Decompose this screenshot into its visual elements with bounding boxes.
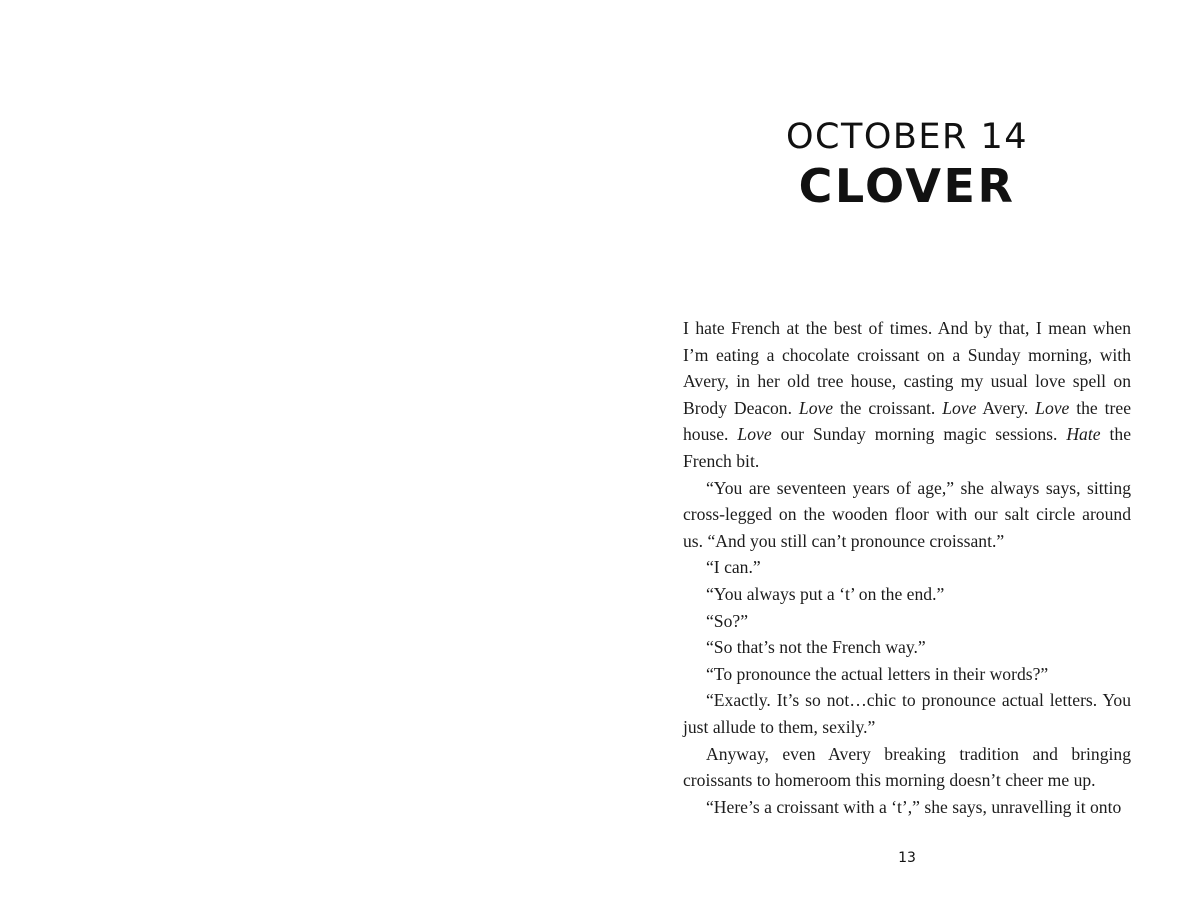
text-run: Anyway, even Avery breaking tradition and bringing croissants to homeroom this morning doesn’t cheer me up.	[683, 743, 1131, 791]
paragraph	[683, 661, 1131, 688]
text-run: Avery.	[976, 397, 1036, 418]
paragraph	[683, 634, 1131, 661]
paragraph	[683, 608, 1131, 635]
right-page	[600, 0, 1200, 914]
page-number: 13	[898, 850, 916, 866]
paragraph	[683, 475, 1131, 555]
body-text	[683, 315, 1131, 820]
text-run: “Exactly. It’s so not…chic to pronounce actual letters. You just allude to them, sexily.”	[683, 690, 1131, 737]
text-run: the tree house.	[683, 397, 1132, 445]
text-run: the croissant.	[833, 397, 943, 418]
paragraph	[683, 687, 1131, 740]
chapter-title: CLOVER	[798, 159, 1016, 213]
text-run: “You are seventeen years of age,” she always says, sitting cross-legged on the wooden floor with our salt circle around us. “And you still can’t pronounce croissant.”	[683, 477, 1131, 551]
text-run: I hate French at the best of times. And by that, I mean when I’m eating a chocolate croissant on a Sunday morning, with Avery, in her old tree house, casting my usual love spell on Brody Deacon.	[683, 318, 1131, 418]
paragraph	[683, 554, 1131, 581]
italic-text: Love	[942, 397, 977, 418]
text-run: “To pronounce the actual letters in their words?”	[706, 663, 1049, 684]
text-run: the French bit.	[683, 424, 1132, 471]
italic-text: Hate	[1066, 424, 1101, 445]
italic-text: Love	[737, 424, 772, 445]
text-run: “Here’s a croissant with a ‘t’,” she says, unravelling it onto	[706, 796, 1122, 817]
text-run: “So?”	[706, 610, 749, 631]
paragraph	[683, 581, 1131, 608]
text-run: “So that’s not the French way.”	[706, 637, 926, 658]
text-run: our Sunday morning magic sessions.	[771, 424, 1067, 445]
paragraph	[683, 794, 1131, 821]
text-run: “I can.”	[706, 557, 761, 578]
paragraph	[683, 741, 1131, 794]
chapter-date: OCTOBER 14	[785, 117, 1029, 157]
italic-text: Love	[1035, 397, 1070, 418]
italic-text: Love	[798, 397, 834, 418]
paragraph	[683, 315, 1131, 475]
text-run: “You always put a ‘t’ on the end.”	[706, 583, 945, 604]
